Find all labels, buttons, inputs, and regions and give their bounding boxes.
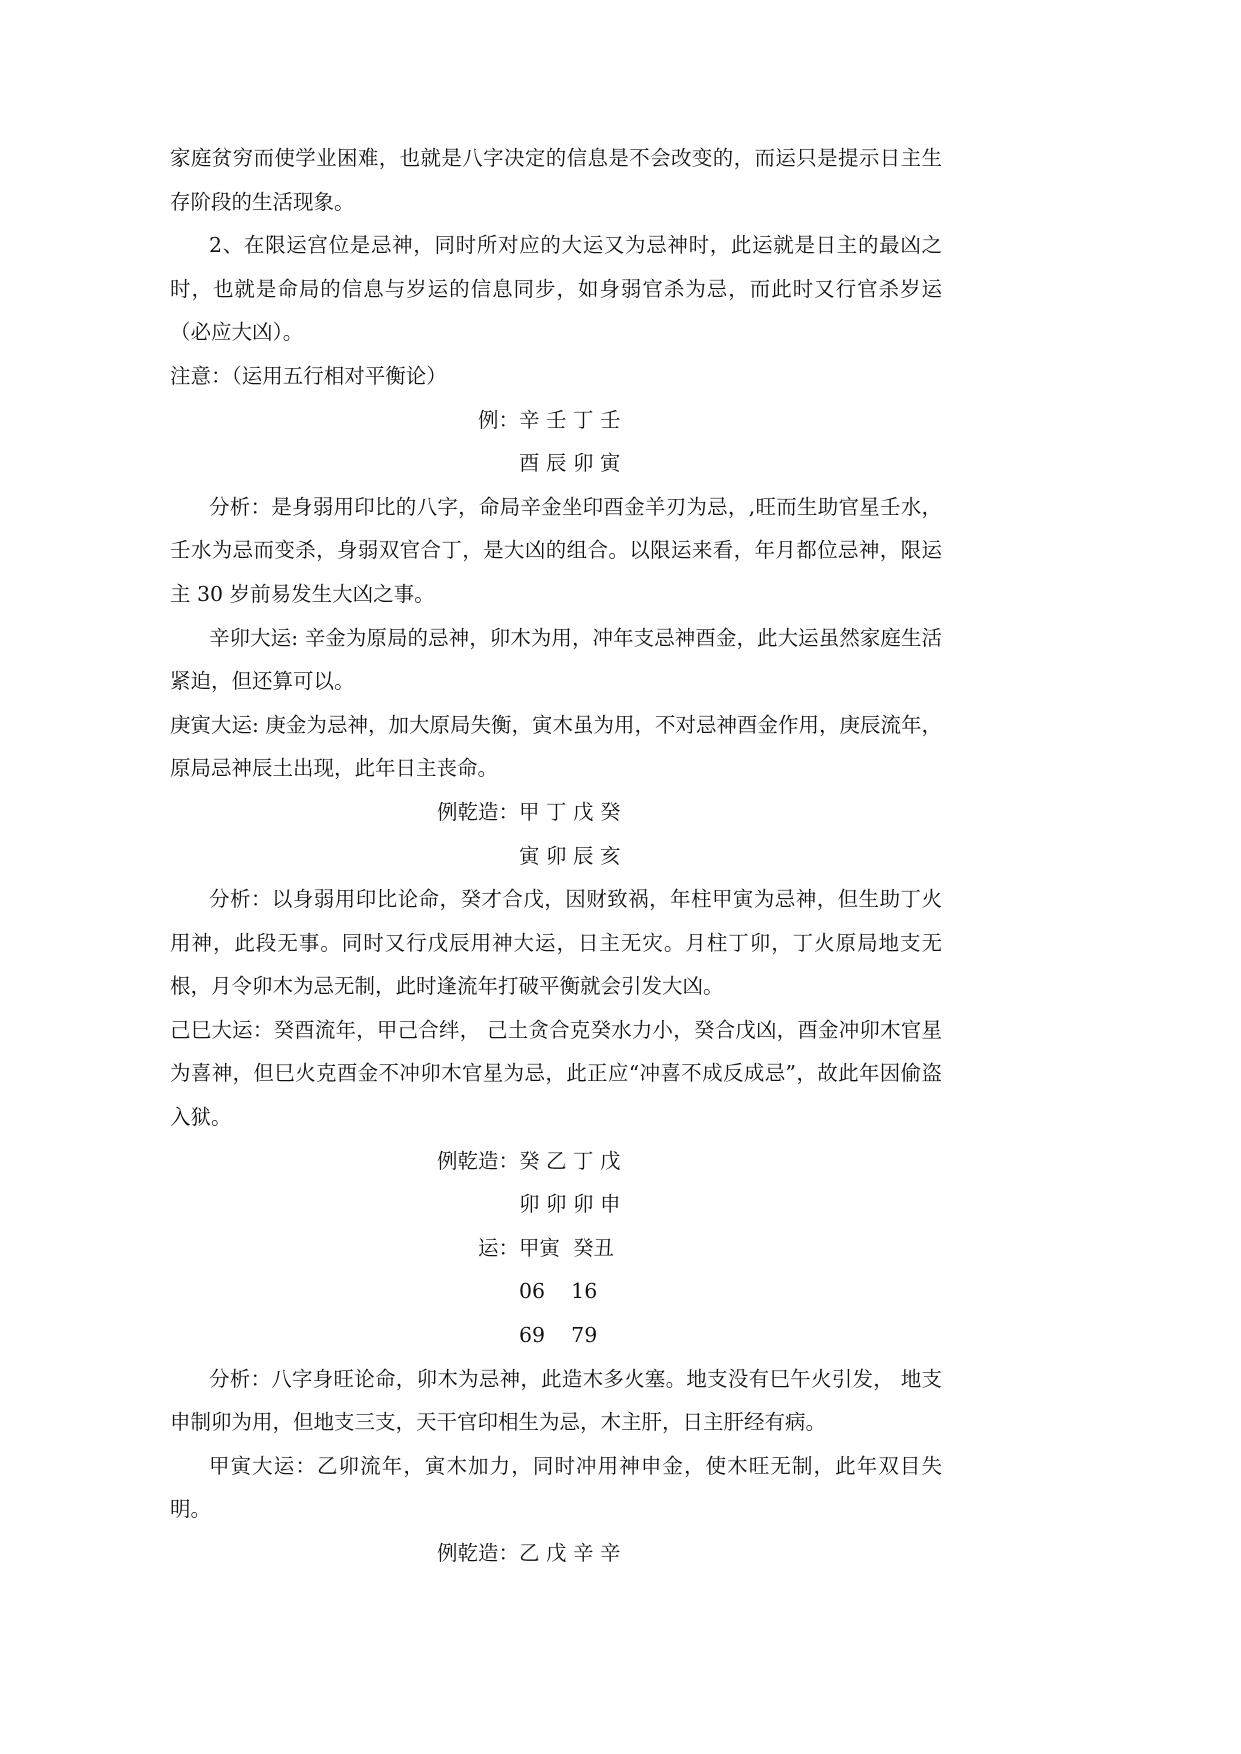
paragraph: 分析：八字身旺论命，卯木为忌神，此造木多火塞。地支没有巳午火引发， 地支申制卯为用，但地支三支，天干官印相生为忌，木主肝，日主肝经有病。: [170, 1366, 942, 1435]
chart-branches: 酉 辰 卯 寅: [519, 451, 621, 476]
paragraph: 分析：是身弱用印比的八字，命局辛金坐印酉金羊刃为忌，,旺而生助官星壬水，壬水为忌而变杀，身弱双官合丁，是大凶的组合。以限运来看，年月都位忌神，限运主 30 岁前易发生大凶之事。: [170, 494, 942, 606]
luck-years-row: [170, 1314, 942, 1358]
chart-stems-row: [170, 1140, 942, 1184]
paragraph: 庚寅大运: 庚金为忌神，加大原局失衡，寅木虽为用，不对忌神酉金作用，庚辰流年，原局忌神辰土出现，此年日主丧命。: [170, 712, 942, 781]
paragraph: 辛卯大运: 辛金为原局的忌神，卯木为用，冲年支忌神酉金，此大运虽然家庭生活紧迫，但还算可以。: [170, 625, 942, 694]
chart-label: 例：: [478, 407, 519, 432]
chart-branches-row: [170, 835, 942, 879]
chart-branches: 卯 卯 卯 申: [519, 1192, 621, 1217]
chart-stems: 辛 壬 丁 壬: [519, 407, 621, 432]
paragraph: 分析：以身弱用印比论命，癸才合戊，因财致祸，年柱甲寅为忌神，但生助丁火用神，此段无事。同时又行戊辰用神大运，日主无灾。月柱丁卯，丁火原局地支无根，月令卯木为忌无制，此时逢流年打破平衡就会引发大凶。: [170, 887, 942, 999]
chart-stems-row: [170, 791, 942, 835]
luck-label: 运：: [478, 1235, 519, 1260]
chart-branches-row: [170, 1183, 942, 1227]
chart-branches-row: [170, 442, 942, 486]
document-page: [170, 137, 942, 1576]
paragraph: 家庭贫穷而使学业困难，也就是八字决定的信息是不会改变的，而运只是提示日主生存阶段的生活现象。: [170, 146, 942, 214]
luck-years: 69 79: [519, 1323, 598, 1348]
chart-label: 例乾造：: [437, 1541, 519, 1565]
chart-stems: 乙 戊 辛 辛: [519, 1541, 621, 1565]
luck-pillars: 甲寅 癸丑: [519, 1235, 615, 1260]
note-line: 注意：（运用五行相对平衡论）: [170, 363, 447, 388]
paragraph: 2、在限运宫位是忌神，同时所对应的大运又为忌神时，此运就是日主的最凶之时，也就是命局的信息与岁运的信息同步，如身弱官杀为忌，而此时又行官杀岁运（必应大凶）。: [170, 233, 942, 345]
chart-label: 例乾造：: [437, 799, 519, 824]
chart-stems-row: [170, 399, 942, 443]
luck-ages: 06 16: [519, 1279, 598, 1304]
paragraph: 甲寅大运：乙卯流年，寅木加力，同时冲用神申金，使木旺无制，此年双目失明。: [170, 1453, 942, 1522]
chart-stems: 甲 丁 戊 癸: [519, 799, 621, 824]
chart-stems: 癸 乙 丁 戊: [519, 1148, 621, 1173]
luck-ages-row: [170, 1270, 942, 1314]
chart-label: 例乾造：: [437, 1148, 519, 1173]
luck-pillars-row: [170, 1227, 942, 1271]
paragraph: 己巳大运：癸酉流年，甲己合绊， 己土贪合克癸水力小，癸合戊凶，酉金冲卯木官星为喜神，但巳火克酉金不冲卯木官星为忌，此正应“冲喜不成反成忌”，故此年因偷盗入狱。: [170, 1017, 942, 1130]
chart-branches: 寅 卯 辰 亥: [519, 843, 621, 868]
chart-stems-row: [170, 1532, 942, 1576]
